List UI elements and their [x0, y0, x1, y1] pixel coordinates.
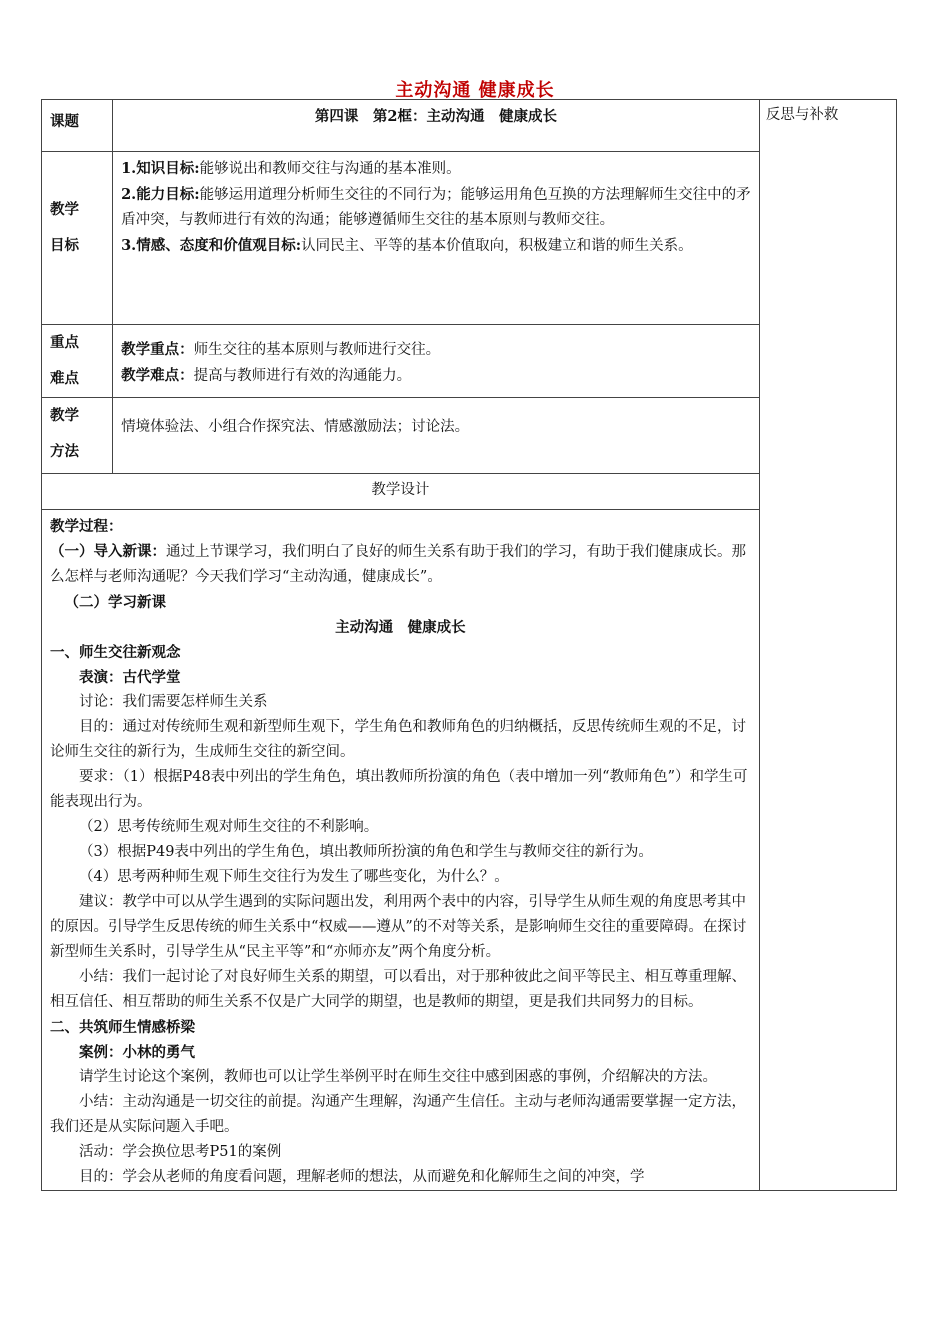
method-content-cell [113, 398, 760, 474]
goals-label-2: 目标 [50, 237, 79, 254]
section-2-summary: 小结：主动沟通是一切交往的前提。沟通产生理解，沟通产生信任。主动与老师沟通需要掌握一定方法，我们还是从实际问题入手吧。 [50, 1094, 746, 1135]
attitude-goal-title: 3.情感、态度和价值观目标: [121, 237, 302, 254]
teaching-difficulty [121, 363, 751, 389]
intro-title: （一）导入新课： [50, 543, 166, 560]
process-title: 教学过程： [50, 518, 123, 535]
new-lesson-heading: （二）学习新课 [64, 594, 166, 611]
section-1-requirement-2: （2）思考传统师生观对师生交往的不利影响。 [79, 819, 379, 835]
knowledge-goal-title: 1.知识目标: [121, 160, 200, 177]
topic-content: 第四课 第2框：主动沟通 健康成长 [314, 108, 557, 125]
design-heading-cell [42, 474, 760, 510]
ability-goal-text: 能够运用道理分析师生交往的不同行为；能够运用角色互换的方法理解师生交往中的矛盾冲突，与教师进行有效的沟通；能够遵循师生交往的基本原则与教师交往。 [121, 187, 751, 228]
section-1-discuss: 讨论：我们需要怎样师生关系 [79, 694, 268, 710]
knowledge-goal [121, 156, 751, 182]
section-1-advice: 建议：教学中可以从学生遇到的实际问题出发，利用两个表中的内容，引导学生从师生观的角度思考其中的原因。引导学生反思传统的师生关系中“权威——遵从”的不对等关系，是影响师生交往的重要障碍。在探讨新型师生关系时，引导学生从“民主平等”和“亦师亦友”两个角度分析。 [50, 894, 747, 960]
document-title: 主动沟通 健康成长 [395, 80, 555, 101]
lesson-center-title: 主动沟通 健康成长 [335, 619, 466, 636]
section-1-requirement-4: （4）思考两种师生观下师生交往行为发生了哪些变化，为什么？。 [79, 869, 509, 885]
goals-label-1: 教学 [50, 201, 79, 218]
process-content-cell [42, 510, 760, 1191]
attitude-goal-text: 认同民主、平等的基本价值取向，积极建立和谐的师生关系。 [301, 238, 693, 254]
teaching-difficulty-title: 教学难点： [121, 367, 194, 384]
section-2-purpose: 目的：学会从老师的角度看问题，理解老师的想法，从而避免和化解师生之间的冲突，学 [79, 1169, 645, 1185]
key-points-label-cell [42, 325, 113, 398]
method-label-1: 教学 [50, 407, 79, 424]
method-text: 情境体验法、小组合作探究法、情感激励法；讨论法。 [121, 419, 470, 435]
key-points-label-2: 难点 [50, 370, 79, 387]
design-heading: 教学设计 [371, 482, 430, 498]
section-1-perform: 表演：古代学堂 [79, 669, 181, 686]
ability-goal [121, 182, 751, 233]
section-1-purpose: 目的：通过对传统师生观和新型师生观下，学生角色和教师角色的归纳概括，反思传统师生观的不足，讨论师生交往的新行为，生成师生交往的新空间。 [50, 719, 746, 760]
section-2-activity: 活动：学会换位思考P51的案例 [79, 1144, 282, 1160]
section-1-summary: 小结：我们一起讨论了对良好师生关系的期望，可以看出，对于那种彼此之间平等民主、相互尊重理解、相互信任、相互帮助的师生关系不仅是广大同学的期望，也是教师的期望，更是我们共同努力的目标。 [50, 969, 746, 1010]
section-1-title: 一、师生交往新观念 [50, 644, 181, 661]
topic-label: 课题 [50, 113, 79, 130]
key-points-content-cell [113, 325, 760, 398]
topic-content-cell [113, 100, 760, 152]
intro-text: 通过上节课学习，我们明白了良好的师生关系有助于我们的学习，有助于我们健康成长。那么怎样与老师沟通呢？今天我们学习“主动沟通，健康成长”。 [50, 544, 746, 585]
key-points-label-1: 重点 [50, 334, 79, 351]
section-2-discuss: 请学生讨论这个案例，教师也可以让学生举例平时在师生交往中感到困惑的事例，介绍解决的方法。 [79, 1069, 717, 1085]
topic-row [42, 100, 897, 152]
lesson-plan-table [41, 99, 897, 1191]
section-1-requirement-3: （3）根据P49表中列出的学生角色，填出教师所扮演的角色和学生与教师交往的新行为。 [79, 844, 653, 860]
teaching-focus-text: 师生交往的基本原则与教师进行交往。 [193, 342, 441, 358]
goals-label-cell [42, 152, 113, 325]
section-2-title: 二、共筑师生情感桥梁 [50, 1019, 195, 1036]
section-2-case: 案例：小林的勇气 [79, 1044, 195, 1061]
goals-content-cell [113, 152, 760, 325]
teaching-difficulty-text: 提高与教师进行有效的沟通能力。 [193, 368, 412, 384]
ability-goal-title: 2.能力目标: [121, 186, 200, 203]
teaching-focus [121, 337, 751, 363]
knowledge-goal-text: 能够说出和教师交往与沟通的基本准则。 [199, 161, 461, 177]
topic-label-cell [42, 100, 113, 152]
intro-paragraph [50, 539, 751, 590]
method-label-cell [42, 398, 113, 474]
method-label-2: 方法 [50, 443, 79, 460]
section-1-requirement-1: 要求：（1）根据P48表中列出的学生角色，填出教师所扮演的角色（表中增加一列“教师角色”）和学生可能表现出行为。 [50, 769, 748, 810]
reflection-header: 反思与补救 [765, 107, 839, 123]
reflection-column [759, 100, 896, 1191]
attitude-goal [121, 233, 751, 259]
teaching-focus-title: 教学重点： [121, 341, 194, 358]
